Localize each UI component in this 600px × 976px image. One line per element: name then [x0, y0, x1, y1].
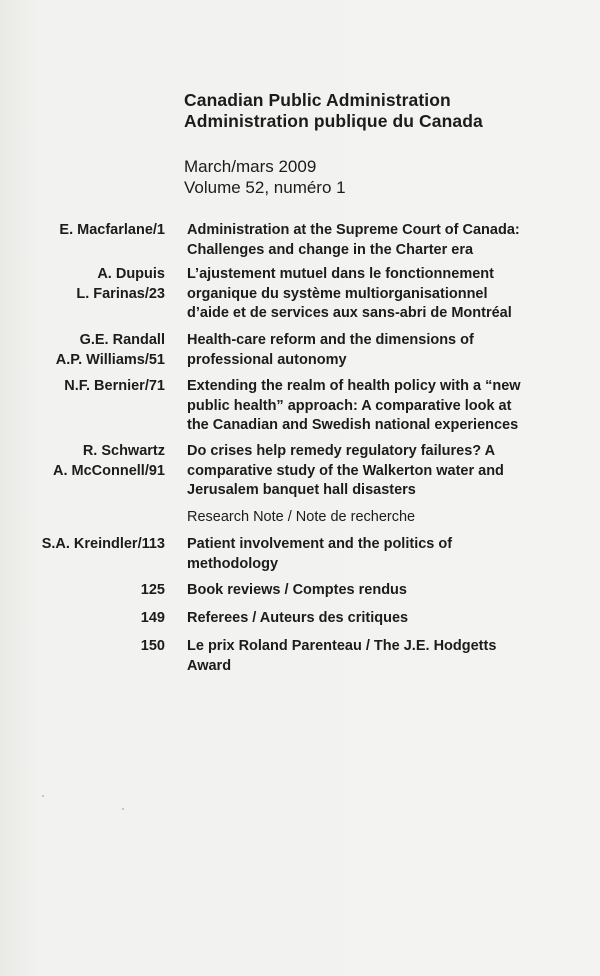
title-line: methodology	[187, 555, 279, 572]
scan-speck	[122, 808, 124, 810]
title-line: organique du système multiorganisationnel	[187, 285, 488, 302]
title-line: comparative study of the Walkerton water and	[187, 462, 504, 479]
title-line: Referees / Auteurs des critiques	[187, 610, 409, 626]
title-line: Patient involvement and the politics of	[187, 536, 453, 552]
author-line: G.E. Randall	[79, 332, 165, 348]
toc-entry-authors	[59, 221, 165, 241]
toc-entry-title	[187, 377, 587, 436]
author-line: A. McConnell/91	[53, 462, 165, 479]
author-line: A. Dupuis	[97, 266, 165, 282]
title-line: Book reviews / Comptes rendus	[187, 582, 407, 598]
toc-entry-authors	[42, 535, 165, 555]
toc-entry-page-number	[141, 637, 165, 657]
toc-entry-authors	[56, 331, 165, 370]
title-line: Health-care reform and the dimensions of	[187, 332, 474, 348]
page-number: 125	[140, 582, 165, 598]
research-note-heading: Research Note / Note de recherche	[187, 509, 416, 525]
title-line: Le prix Roland Parenteau / The J.E. Hodgetts	[187, 638, 497, 654]
title-line: Administration at the Supreme Court of Canada:	[187, 222, 520, 238]
author-line: L. Farinas/23	[76, 285, 165, 302]
page-number: 150	[140, 638, 165, 654]
journal-title-english: Canadian Public Administration	[184, 90, 451, 110]
title-line: Extending the realm of health policy with a “new	[187, 378, 521, 394]
toc-entry-title	[187, 535, 587, 574]
journal-title	[184, 90, 483, 132]
toc-entry-authors	[64, 377, 165, 397]
title-line: L’ajustement mutuel dans le fonctionnement	[187, 266, 494, 282]
toc-entry-authors	[53, 442, 165, 481]
toc-entry-title	[187, 331, 587, 370]
toc-entry-title	[187, 265, 587, 324]
journal-title-french: Administration publique du Canada	[184, 111, 483, 131]
page-number: 149	[140, 610, 165, 626]
issue-date: March/mars 2009	[184, 157, 317, 176]
toc-entry-title	[187, 442, 587, 501]
scan-speck	[42, 795, 44, 797]
author-line: E. Macfarlane/1	[59, 222, 165, 238]
title-line: public health” approach: A comparative look at	[187, 397, 512, 414]
title-line: professional autonomy	[187, 351, 347, 368]
title-line: Award	[187, 657, 232, 674]
issue-info	[184, 156, 346, 198]
toc-entry-title	[187, 609, 587, 629]
toc-entry-title	[187, 221, 587, 260]
title-line: Jerusalem banquet hall disasters	[187, 482, 416, 498]
title-line: d’aide et de services aux sans-abri de Montréal	[187, 305, 512, 321]
toc-entry-page-number	[141, 609, 165, 629]
author-line: A.P. Williams/51	[55, 351, 165, 368]
title-line: Do crises help remedy regulatory failures? A	[187, 443, 496, 459]
author-line: R. Schwartz	[82, 443, 165, 459]
toc-entry-title	[187, 637, 587, 676]
title-line: Challenges and change in the Charter era	[187, 241, 474, 258]
toc-entry-authors	[76, 265, 165, 304]
author-line: S.A. Kreindler/113	[41, 536, 165, 552]
author-line: N.F. Bernier/71	[64, 378, 165, 394]
title-line: the Canadian and Swedish national experiences	[187, 417, 519, 433]
toc-entry-title	[187, 581, 587, 601]
toc-entry-page-number	[141, 581, 165, 601]
issue-volume: Volume 52, numéro 1	[184, 178, 346, 197]
